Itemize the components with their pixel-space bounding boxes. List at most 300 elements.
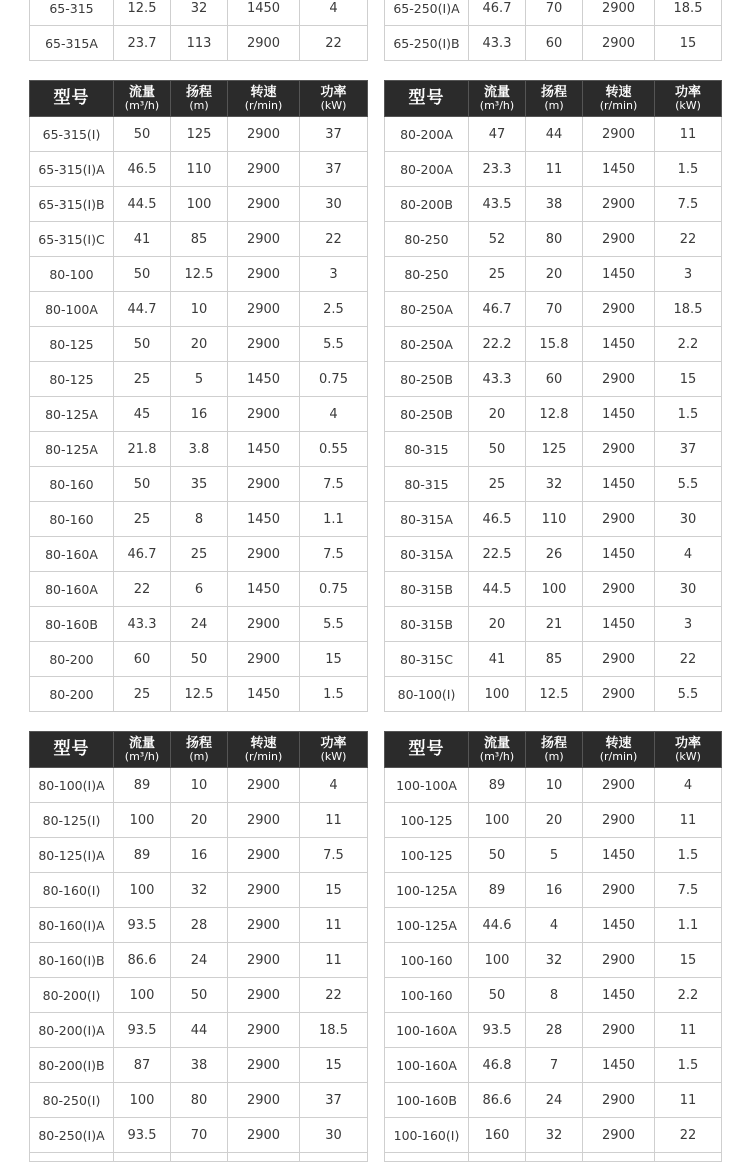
speed-cell: 2900 — [228, 642, 300, 677]
power-cell: 5.5 — [300, 607, 368, 642]
model-cell: 80-100A — [30, 292, 114, 327]
model-cell: 80-315B — [385, 572, 469, 607]
head-cell: 70 — [526, 292, 583, 327]
empty-cell — [469, 1153, 526, 1162]
head-cell: 10 — [171, 292, 228, 327]
head-cell: 4 — [526, 908, 583, 943]
flow-cell: 89 — [114, 768, 171, 803]
model-cell: 65-250(I)B — [385, 26, 469, 61]
table-row — [30, 768, 368, 803]
head-cell: 28 — [526, 1013, 583, 1048]
empty-cell — [655, 1153, 722, 1162]
table-row — [385, 1013, 722, 1048]
header-head-unit: (m) — [189, 749, 209, 763]
flow-cell: 89 — [114, 838, 171, 873]
speed-cell: 2900 — [583, 572, 655, 607]
table-row — [30, 152, 368, 187]
table-row — [30, 327, 368, 362]
flow-cell: 46.5 — [114, 152, 171, 187]
table-header-row — [30, 81, 368, 117]
model-cell: 80-160(I) — [30, 873, 114, 908]
speed-cell: 1450 — [583, 397, 655, 432]
flow-cell: 23.7 — [114, 26, 171, 61]
power-cell: 30 — [655, 572, 722, 607]
header-head — [526, 81, 583, 117]
table-row — [30, 908, 368, 943]
header-head-unit: (m) — [544, 98, 564, 112]
power-cell: 7.5 — [655, 873, 722, 908]
head-cell: 10 — [171, 768, 228, 803]
header-head — [526, 732, 583, 768]
pump-spec-table-mid-right — [384, 80, 722, 712]
head-cell: 35 — [171, 467, 228, 502]
head-cell: 70 — [171, 1118, 228, 1153]
power-cell: 1.5 — [655, 397, 722, 432]
model-cell: 100-160(I) — [385, 1118, 469, 1153]
flow-cell: 50 — [469, 838, 526, 873]
power-cell: 1.5 — [655, 1048, 722, 1083]
pump-spec-table-top-left — [29, 0, 368, 61]
head-cell: 6 — [171, 572, 228, 607]
head-cell: 44 — [526, 117, 583, 152]
model-cell: 80-200 — [30, 642, 114, 677]
head-cell: 24 — [171, 607, 228, 642]
power-cell: 18.5 — [655, 292, 722, 327]
model-cell: 65-315 — [30, 0, 114, 26]
empty-cell — [300, 1153, 368, 1162]
table-row — [385, 397, 722, 432]
head-cell: 25 — [171, 537, 228, 572]
power-cell: 22 — [655, 1118, 722, 1153]
model-cell: 80-160A — [30, 572, 114, 607]
head-cell: 16 — [171, 838, 228, 873]
table-row — [385, 838, 722, 873]
table-row — [30, 502, 368, 537]
table-row — [30, 257, 368, 292]
model-cell: 80-160 — [30, 502, 114, 537]
table-row — [30, 677, 368, 712]
model-cell: 80-125(I) — [30, 803, 114, 838]
flow-cell: 46.5 — [469, 502, 526, 537]
pump-spec-table-bottom-right — [384, 731, 722, 1162]
head-cell: 16 — [171, 397, 228, 432]
speed-cell: 2900 — [583, 1083, 655, 1118]
speed-cell: 1450 — [583, 152, 655, 187]
speed-cell: 2900 — [228, 292, 300, 327]
head-cell: 12.5 — [171, 257, 228, 292]
model-cell: 100-160 — [385, 978, 469, 1013]
power-cell: 3 — [655, 257, 722, 292]
flow-cell: 52 — [469, 222, 526, 257]
table-row — [30, 642, 368, 677]
header-model: 型号 — [385, 732, 469, 768]
model-cell: 80-100 — [30, 257, 114, 292]
header-head-label: 扬程 — [185, 735, 212, 751]
empty-cell — [30, 1153, 114, 1162]
head-cell: 60 — [526, 26, 583, 61]
head-cell: 80 — [171, 1083, 228, 1118]
flow-cell: 44.6 — [469, 908, 526, 943]
power-cell: 2.2 — [655, 978, 722, 1013]
header-flow — [114, 81, 171, 117]
header-flow-unit: (m³/h) — [124, 749, 160, 763]
speed-cell: 2900 — [583, 222, 655, 257]
power-cell: 0.75 — [300, 572, 368, 607]
head-cell: 32 — [171, 873, 228, 908]
header-flow-label: 流量 — [128, 84, 155, 100]
power-cell: 4 — [655, 768, 722, 803]
speed-cell: 1450 — [228, 0, 300, 26]
table-row — [385, 978, 722, 1013]
header-flow-unit: (m³/h) — [124, 98, 160, 112]
model-cell: 80-315A — [385, 502, 469, 537]
speed-cell: 2900 — [228, 1118, 300, 1153]
header-flow — [114, 732, 171, 768]
head-cell: 70 — [526, 0, 583, 26]
flow-cell: 47 — [469, 117, 526, 152]
header-power — [300, 81, 368, 117]
flow-cell: 41 — [114, 222, 171, 257]
power-cell: 7.5 — [300, 537, 368, 572]
speed-cell: 2900 — [228, 257, 300, 292]
flow-cell: 93.5 — [114, 1118, 171, 1153]
header-power-unit: (kW) — [320, 98, 347, 112]
speed-cell: 1450 — [583, 1048, 655, 1083]
model-cell: 80-100(I)A — [30, 768, 114, 803]
power-cell: 30 — [300, 1118, 368, 1153]
empty-cell — [114, 1153, 171, 1162]
speed-cell: 2900 — [583, 292, 655, 327]
header-power-label: 功率 — [320, 735, 347, 751]
table-row — [385, 26, 722, 61]
flow-cell: 50 — [469, 978, 526, 1013]
flow-cell: 44.5 — [469, 572, 526, 607]
model-cell: 80-125A — [30, 397, 114, 432]
speed-cell: 2900 — [228, 117, 300, 152]
model-cell: 80-315 — [385, 432, 469, 467]
power-cell: 11 — [300, 908, 368, 943]
flow-cell: 100 — [469, 943, 526, 978]
header-power-label: 功率 — [674, 735, 701, 751]
power-cell: 11 — [655, 1013, 722, 1048]
head-cell: 20 — [171, 327, 228, 362]
header-speed-unit: (r/min) — [244, 749, 283, 763]
speed-cell: 1450 — [583, 257, 655, 292]
head-cell: 113 — [171, 26, 228, 61]
table-row — [30, 978, 368, 1013]
head-cell: 16 — [526, 873, 583, 908]
header-head-unit: (m) — [189, 98, 209, 112]
flow-cell: 43.3 — [469, 362, 526, 397]
table-row — [30, 1083, 368, 1118]
table-row — [30, 187, 368, 222]
model-cell: 65-315A — [30, 26, 114, 61]
flow-cell: 100 — [114, 978, 171, 1013]
flow-cell: 100 — [469, 803, 526, 838]
header-flow-unit: (m³/h) — [479, 749, 515, 763]
power-cell: 30 — [655, 502, 722, 537]
speed-cell: 1450 — [228, 677, 300, 712]
speed-cell: 2900 — [583, 362, 655, 397]
model-cell: 100-125 — [385, 803, 469, 838]
model-cell: 80-250B — [385, 397, 469, 432]
power-cell: 1.5 — [655, 152, 722, 187]
speed-cell: 2900 — [228, 26, 300, 61]
head-cell: 12.8 — [526, 397, 583, 432]
power-cell: 11 — [300, 943, 368, 978]
power-cell: 1.5 — [655, 838, 722, 873]
speed-cell: 1450 — [583, 607, 655, 642]
speed-cell: 2900 — [228, 873, 300, 908]
flow-cell: 21.8 — [114, 432, 171, 467]
speed-cell: 2900 — [583, 642, 655, 677]
model-cell: 80-100(I) — [385, 677, 469, 712]
table-header-row — [30, 732, 368, 768]
table-row — [385, 0, 722, 26]
header-speed — [228, 81, 300, 117]
speed-cell: 1450 — [228, 502, 300, 537]
model-cell: 80-160B — [30, 607, 114, 642]
header-power — [655, 81, 722, 117]
head-cell: 24 — [171, 943, 228, 978]
power-cell: 37 — [300, 152, 368, 187]
power-cell: 18.5 — [300, 1013, 368, 1048]
model-cell: 80-200 — [30, 677, 114, 712]
model-cell: 80-125 — [30, 327, 114, 362]
model-cell: 80-200A — [385, 152, 469, 187]
model-cell: 80-250(I)A — [30, 1118, 114, 1153]
power-cell: 2.2 — [655, 327, 722, 362]
power-cell: 37 — [655, 432, 722, 467]
model-cell: 80-160A — [30, 537, 114, 572]
speed-cell: 2900 — [583, 432, 655, 467]
model-cell: 80-200A — [385, 117, 469, 152]
power-cell: 22 — [300, 26, 368, 61]
header-power — [655, 732, 722, 768]
head-cell: 12.5 — [171, 677, 228, 712]
flow-cell: 43.5 — [469, 187, 526, 222]
speed-cell: 2900 — [228, 768, 300, 803]
speed-cell: 2900 — [228, 978, 300, 1013]
table-row — [385, 152, 722, 187]
power-cell: 18.5 — [655, 0, 722, 26]
empty-cell — [385, 1153, 469, 1162]
table-row — [385, 908, 722, 943]
table-row — [385, 803, 722, 838]
flow-cell: 100 — [114, 803, 171, 838]
power-cell: 3 — [300, 257, 368, 292]
head-cell: 3.8 — [171, 432, 228, 467]
head-cell: 80 — [526, 222, 583, 257]
head-cell: 60 — [526, 362, 583, 397]
table-row — [30, 943, 368, 978]
flow-cell: 22.2 — [469, 327, 526, 362]
flow-cell: 46.7 — [469, 0, 526, 26]
head-cell: 50 — [171, 978, 228, 1013]
table-row — [385, 1083, 722, 1118]
power-cell: 0.55 — [300, 432, 368, 467]
table-row — [30, 222, 368, 257]
flow-cell: 45 — [114, 397, 171, 432]
power-cell: 30 — [300, 187, 368, 222]
table-row — [385, 768, 722, 803]
header-model: 型号 — [385, 81, 469, 117]
flow-cell: 50 — [114, 467, 171, 502]
power-cell: 37 — [300, 117, 368, 152]
model-cell: 80-250 — [385, 222, 469, 257]
table-row — [30, 432, 368, 467]
header-head-label: 扬程 — [540, 735, 567, 751]
power-cell: 15 — [300, 1048, 368, 1083]
speed-cell: 2900 — [228, 803, 300, 838]
flow-cell: 25 — [114, 362, 171, 397]
header-head — [171, 81, 228, 117]
table-row — [385, 432, 722, 467]
table-row — [30, 537, 368, 572]
power-cell: 5.5 — [655, 467, 722, 502]
flow-cell: 160 — [469, 1118, 526, 1153]
speed-cell: 2900 — [228, 467, 300, 502]
model-cell: 100-125A — [385, 873, 469, 908]
speed-cell: 1450 — [583, 467, 655, 502]
head-cell: 21 — [526, 607, 583, 642]
speed-cell: 2900 — [583, 943, 655, 978]
speed-cell: 2900 — [583, 768, 655, 803]
table-row — [385, 1118, 722, 1153]
model-cell: 80-250B — [385, 362, 469, 397]
speed-cell: 2900 — [228, 397, 300, 432]
power-cell: 22 — [300, 222, 368, 257]
header-speed-unit: (r/min) — [599, 749, 638, 763]
header-speed-label: 转速 — [250, 84, 277, 100]
speed-cell: 2900 — [583, 1013, 655, 1048]
model-cell: 65-315(I) — [30, 117, 114, 152]
table-row — [385, 467, 722, 502]
table-row — [385, 117, 722, 152]
model-cell: 80-125 — [30, 362, 114, 397]
model-cell: 80-160(I)A — [30, 908, 114, 943]
header-power-unit: (kW) — [320, 749, 347, 763]
speed-cell: 2900 — [583, 873, 655, 908]
power-cell: 1.1 — [655, 908, 722, 943]
table-row — [385, 943, 722, 978]
header-flow — [469, 732, 526, 768]
power-cell: 15 — [655, 943, 722, 978]
power-cell: 5.5 — [655, 677, 722, 712]
table-row-partial — [385, 1153, 722, 1162]
power-cell: 7.5 — [655, 187, 722, 222]
model-cell: 80-200(I)B — [30, 1048, 114, 1083]
table-row — [30, 26, 368, 61]
table-row — [30, 397, 368, 432]
power-cell: 15 — [300, 642, 368, 677]
head-cell: 20 — [171, 803, 228, 838]
flow-cell: 23.3 — [469, 152, 526, 187]
table-row-partial — [30, 1153, 368, 1162]
power-cell: 7.5 — [300, 467, 368, 502]
speed-cell: 1450 — [583, 838, 655, 873]
power-cell: 4 — [300, 0, 368, 26]
power-cell: 15 — [655, 362, 722, 397]
flow-cell: 43.3 — [114, 607, 171, 642]
table-row — [385, 873, 722, 908]
table-row — [385, 327, 722, 362]
table-row — [30, 362, 368, 397]
speed-cell: 2900 — [228, 943, 300, 978]
flow-cell: 22 — [114, 572, 171, 607]
model-cell: 80-160(I)B — [30, 943, 114, 978]
pump-spec-table-bottom-left — [29, 731, 368, 1162]
flow-cell: 89 — [469, 768, 526, 803]
speed-cell: 2900 — [228, 908, 300, 943]
model-cell: 80-315B — [385, 607, 469, 642]
power-cell: 7.5 — [300, 838, 368, 873]
model-cell: 80-250(I) — [30, 1083, 114, 1118]
model-cell: 80-250A — [385, 292, 469, 327]
header-speed — [583, 81, 655, 117]
speed-cell: 2900 — [228, 537, 300, 572]
head-cell: 32 — [171, 0, 228, 26]
head-cell: 5 — [171, 362, 228, 397]
speed-cell: 2900 — [583, 187, 655, 222]
speed-cell: 2900 — [583, 117, 655, 152]
header-speed-label: 转速 — [250, 735, 277, 751]
speed-cell: 1450 — [583, 537, 655, 572]
header-power-label: 功率 — [674, 84, 701, 100]
model-cell: 100-125 — [385, 838, 469, 873]
speed-cell: 2900 — [228, 222, 300, 257]
table-row — [385, 572, 722, 607]
flow-cell: 86.6 — [469, 1083, 526, 1118]
table-row — [385, 292, 722, 327]
header-head-label: 扬程 — [185, 84, 212, 100]
flow-cell: 50 — [114, 257, 171, 292]
table-row — [30, 292, 368, 327]
power-cell: 22 — [655, 222, 722, 257]
model-cell: 80-200(I) — [30, 978, 114, 1013]
model-cell: 80-160 — [30, 467, 114, 502]
flow-cell: 25 — [114, 502, 171, 537]
header-speed-label: 转速 — [605, 735, 632, 751]
model-cell: 80-200(I)A — [30, 1013, 114, 1048]
power-cell: 15 — [300, 873, 368, 908]
speed-cell: 2900 — [583, 26, 655, 61]
head-cell: 100 — [171, 187, 228, 222]
table-header-row — [385, 732, 722, 768]
power-cell: 1.1 — [300, 502, 368, 537]
flow-cell: 93.5 — [469, 1013, 526, 1048]
flow-cell: 50 — [469, 432, 526, 467]
empty-cell — [583, 1153, 655, 1162]
head-cell: 24 — [526, 1083, 583, 1118]
table-row — [30, 572, 368, 607]
table-header-row — [385, 81, 722, 117]
head-cell: 28 — [171, 908, 228, 943]
model-cell: 80-250 — [385, 257, 469, 292]
table-row — [385, 222, 722, 257]
model-cell: 65-250(I)A — [385, 0, 469, 26]
header-speed-label: 转速 — [605, 84, 632, 100]
head-cell: 44 — [171, 1013, 228, 1048]
head-cell: 50 — [171, 642, 228, 677]
table-row — [385, 257, 722, 292]
head-cell: 100 — [526, 572, 583, 607]
speed-cell: 1450 — [583, 327, 655, 362]
flow-cell: 20 — [469, 607, 526, 642]
power-cell: 4 — [300, 768, 368, 803]
head-cell: 20 — [526, 803, 583, 838]
flow-cell: 89 — [469, 873, 526, 908]
